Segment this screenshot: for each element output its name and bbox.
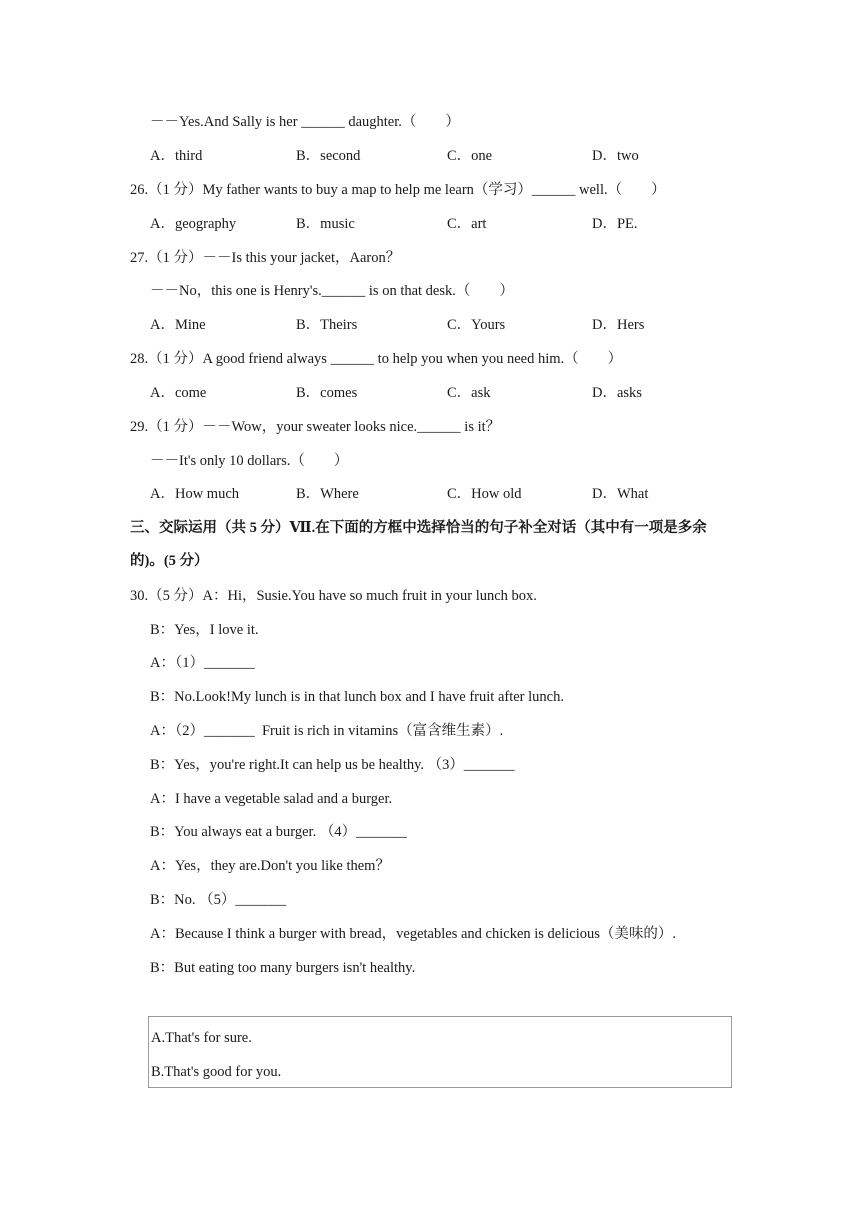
q26-option-b: B．music	[296, 216, 355, 232]
q27-option-c: C．Yours	[447, 317, 506, 333]
q28-option-c: C．ask	[447, 385, 491, 401]
dialogue-line: B：You always eat a burger. （4）_______	[150, 824, 407, 840]
q26-option-d: D．PE.	[592, 216, 638, 232]
dialogue-line: A：（1）_______	[150, 655, 255, 671]
q25-option-d: D．two	[592, 148, 639, 164]
q29-option-c: C．How old	[447, 486, 522, 502]
q27-option-d: D．Hers	[592, 317, 645, 333]
dialogue-line: A：（2）_______ Fruit is rich in vitamins（富含维生素）.	[150, 723, 504, 739]
q27-option-b: B．Theirs	[296, 317, 358, 333]
q27-stem: 27.（1 分）－－Is this your jacket，Aaron？	[130, 250, 401, 266]
dialogue-line: A：Yes，they are.Don't you like them？	[150, 858, 390, 874]
section3-heading-line2: 的)。(5 分）	[130, 553, 209, 569]
dialogue-line: B：Yes，you're right.It can help us be healthy. （3）_______	[150, 757, 515, 773]
q26-option-c: C．art	[447, 216, 487, 232]
answer-option: A.That's for sure.	[151, 1030, 252, 1046]
answer-option: B.That's good for you.	[151, 1064, 282, 1080]
q29-line2: －－It's only 10 dollars.（ ）	[150, 453, 349, 469]
dialogue-line: B：No. （5）_______	[150, 892, 287, 908]
q29-option-d: D．What	[592, 486, 649, 502]
dialogue-line: A：Because I think a burger with bread，vegetables and chicken is delicious（美味的）.	[150, 926, 677, 942]
q28-stem: 28.（1 分）A good friend always ______ to help you when you need him.（ ）	[130, 351, 623, 367]
q25-option-a: A．third	[150, 148, 203, 164]
q29-option-b: B．Where	[296, 486, 359, 502]
q29-option-a: A．How much	[150, 486, 240, 502]
q25-option-b: B．second	[296, 148, 361, 164]
dialogue-line: B：Yes，I love it.	[150, 622, 259, 638]
q27-option-a: A．Mine	[150, 317, 206, 333]
dialogue-line: B：No.Look!My lunch is in that lunch box and I have fruit after lunch.	[150, 689, 564, 705]
q28-option-b: B．comes	[296, 385, 358, 401]
section3-heading-line1: 三、交际运用（共 5 分）Ⅶ.在下面的方框中选择恰当的句子补全对话（其中有一项是多余	[130, 520, 707, 536]
q30-stem: 30.（5 分）A：Hi，Susie.You have so much fruit in your lunch box.	[130, 588, 537, 604]
dialogue-line: A：I have a vegetable salad and a burger.	[150, 791, 393, 807]
q25-option-c: C．one	[447, 148, 493, 164]
q27-line2: －－No，this one is Henry's.______ is on that desk.（ ）	[150, 283, 514, 299]
answer-options-box	[148, 1016, 732, 1088]
q28-option-a: A．come	[150, 385, 207, 401]
q29-stem: 29.（1 分）－－Wow，your sweater looks nice.______ is it？	[130, 419, 501, 435]
q26-stem: 26.（1 分）My father wants to buy a map to help me learn（学习）______ well.（ ）	[130, 182, 666, 198]
q26-option-a: A．geography	[150, 216, 237, 232]
q25-line: －－Yes.And Sally is her ______ daughter.（ ）	[150, 114, 460, 130]
q28-option-d: D．asks	[592, 385, 642, 401]
dialogue-line: B：But eating too many burgers isn't healthy.	[150, 960, 416, 976]
